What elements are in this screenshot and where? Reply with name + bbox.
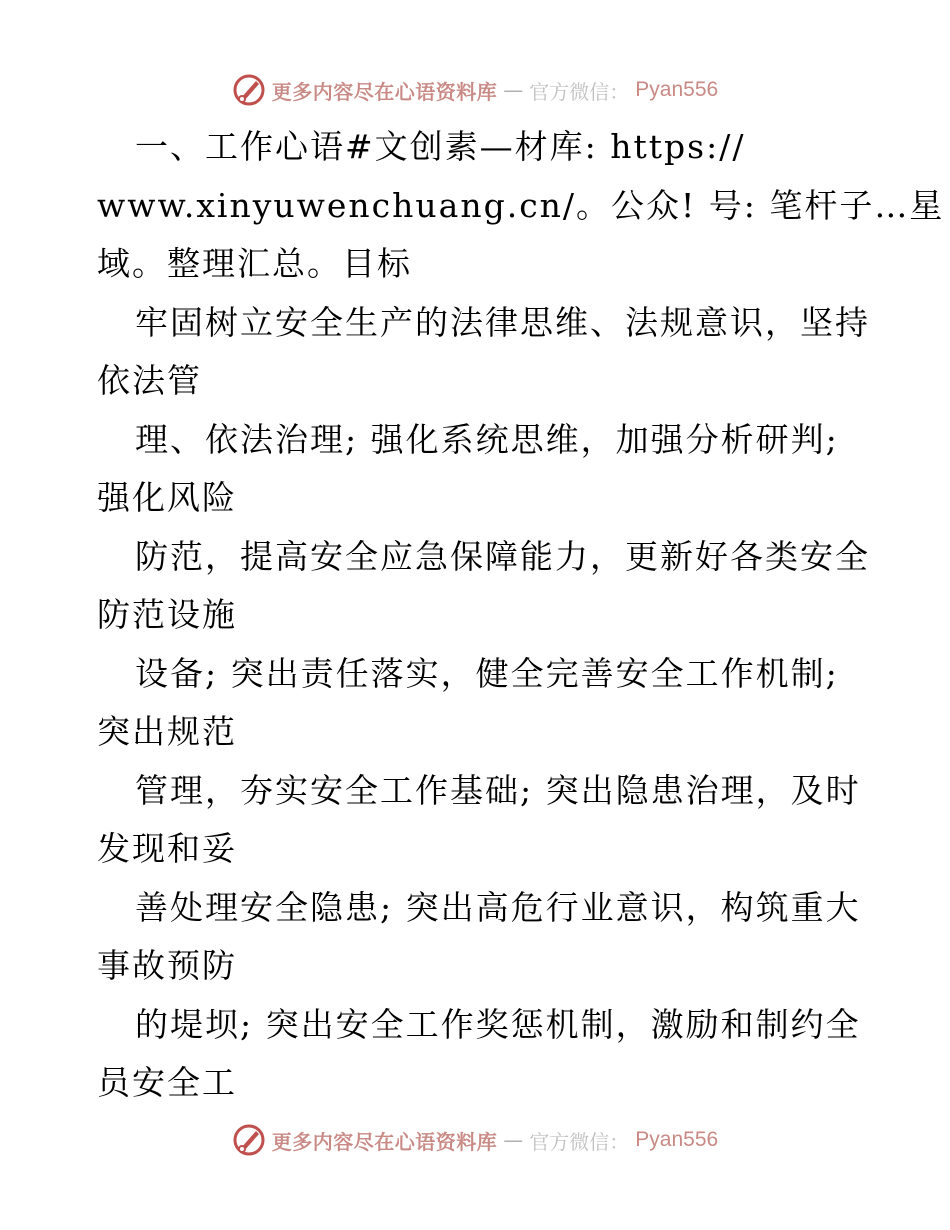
document-body bbox=[97, 118, 945, 1113]
text-line: 理、依法治理; 强化系统思维，加强分析研判; bbox=[135, 419, 839, 459]
brush-pen-logo-icon bbox=[232, 73, 266, 107]
text-line: 突出规范 bbox=[97, 712, 237, 751]
text-line: 牢固树立安全生产的法律思维、法规意识，坚持 bbox=[135, 302, 870, 342]
wechat-label: 官方微信： bbox=[529, 79, 630, 104]
text-line: 事故预防 bbox=[97, 946, 237, 985]
wechat-id: Pyan556 bbox=[635, 1128, 719, 1151]
text-line: 域。整理汇总。目标 bbox=[97, 244, 412, 283]
text-line: 员安全工 bbox=[97, 1063, 237, 1102]
text-line: 的堤坝; 突出安全工作奖惩机制，激励和制约全 bbox=[135, 1004, 861, 1044]
text-line: 设备; 突出责任落实，健全完善安全工作机制; bbox=[135, 653, 839, 693]
banner-title: 更多内容尽在心语资料库 bbox=[271, 1129, 498, 1154]
banner-separator: — bbox=[503, 78, 524, 102]
text-line: www.xinyuwenchuang.cn/。公众! 号: 笔杆子…星 bbox=[97, 185, 945, 225]
footer-banner bbox=[0, 1120, 950, 1160]
text-line: 善处理安全隐患; 突出高危行业意识，构筑重大 bbox=[135, 887, 861, 927]
header-banner bbox=[0, 70, 950, 110]
text-line: 依法管 bbox=[97, 361, 202, 400]
text-line: 发现和妥 bbox=[97, 829, 237, 868]
text-line: 强化风险 bbox=[97, 478, 237, 517]
banner-separator: — bbox=[503, 1128, 524, 1152]
text-line: 防范设施 bbox=[97, 595, 237, 634]
wechat-label: 官方微信： bbox=[529, 1129, 630, 1154]
wechat-id: Pyan556 bbox=[635, 78, 719, 101]
text-line: 防范，提高安全应急保障能力，更新好各类安全 bbox=[135, 536, 870, 576]
brush-pen-logo-icon bbox=[232, 1123, 266, 1157]
text-line: 管理，夯实安全工作基础; 突出隐患治理，及时 bbox=[135, 770, 861, 810]
banner-title: 更多内容尽在心语资料库 bbox=[271, 79, 498, 104]
text-line: 一、工作心语#文创素—材库: https:// bbox=[135, 127, 746, 166]
